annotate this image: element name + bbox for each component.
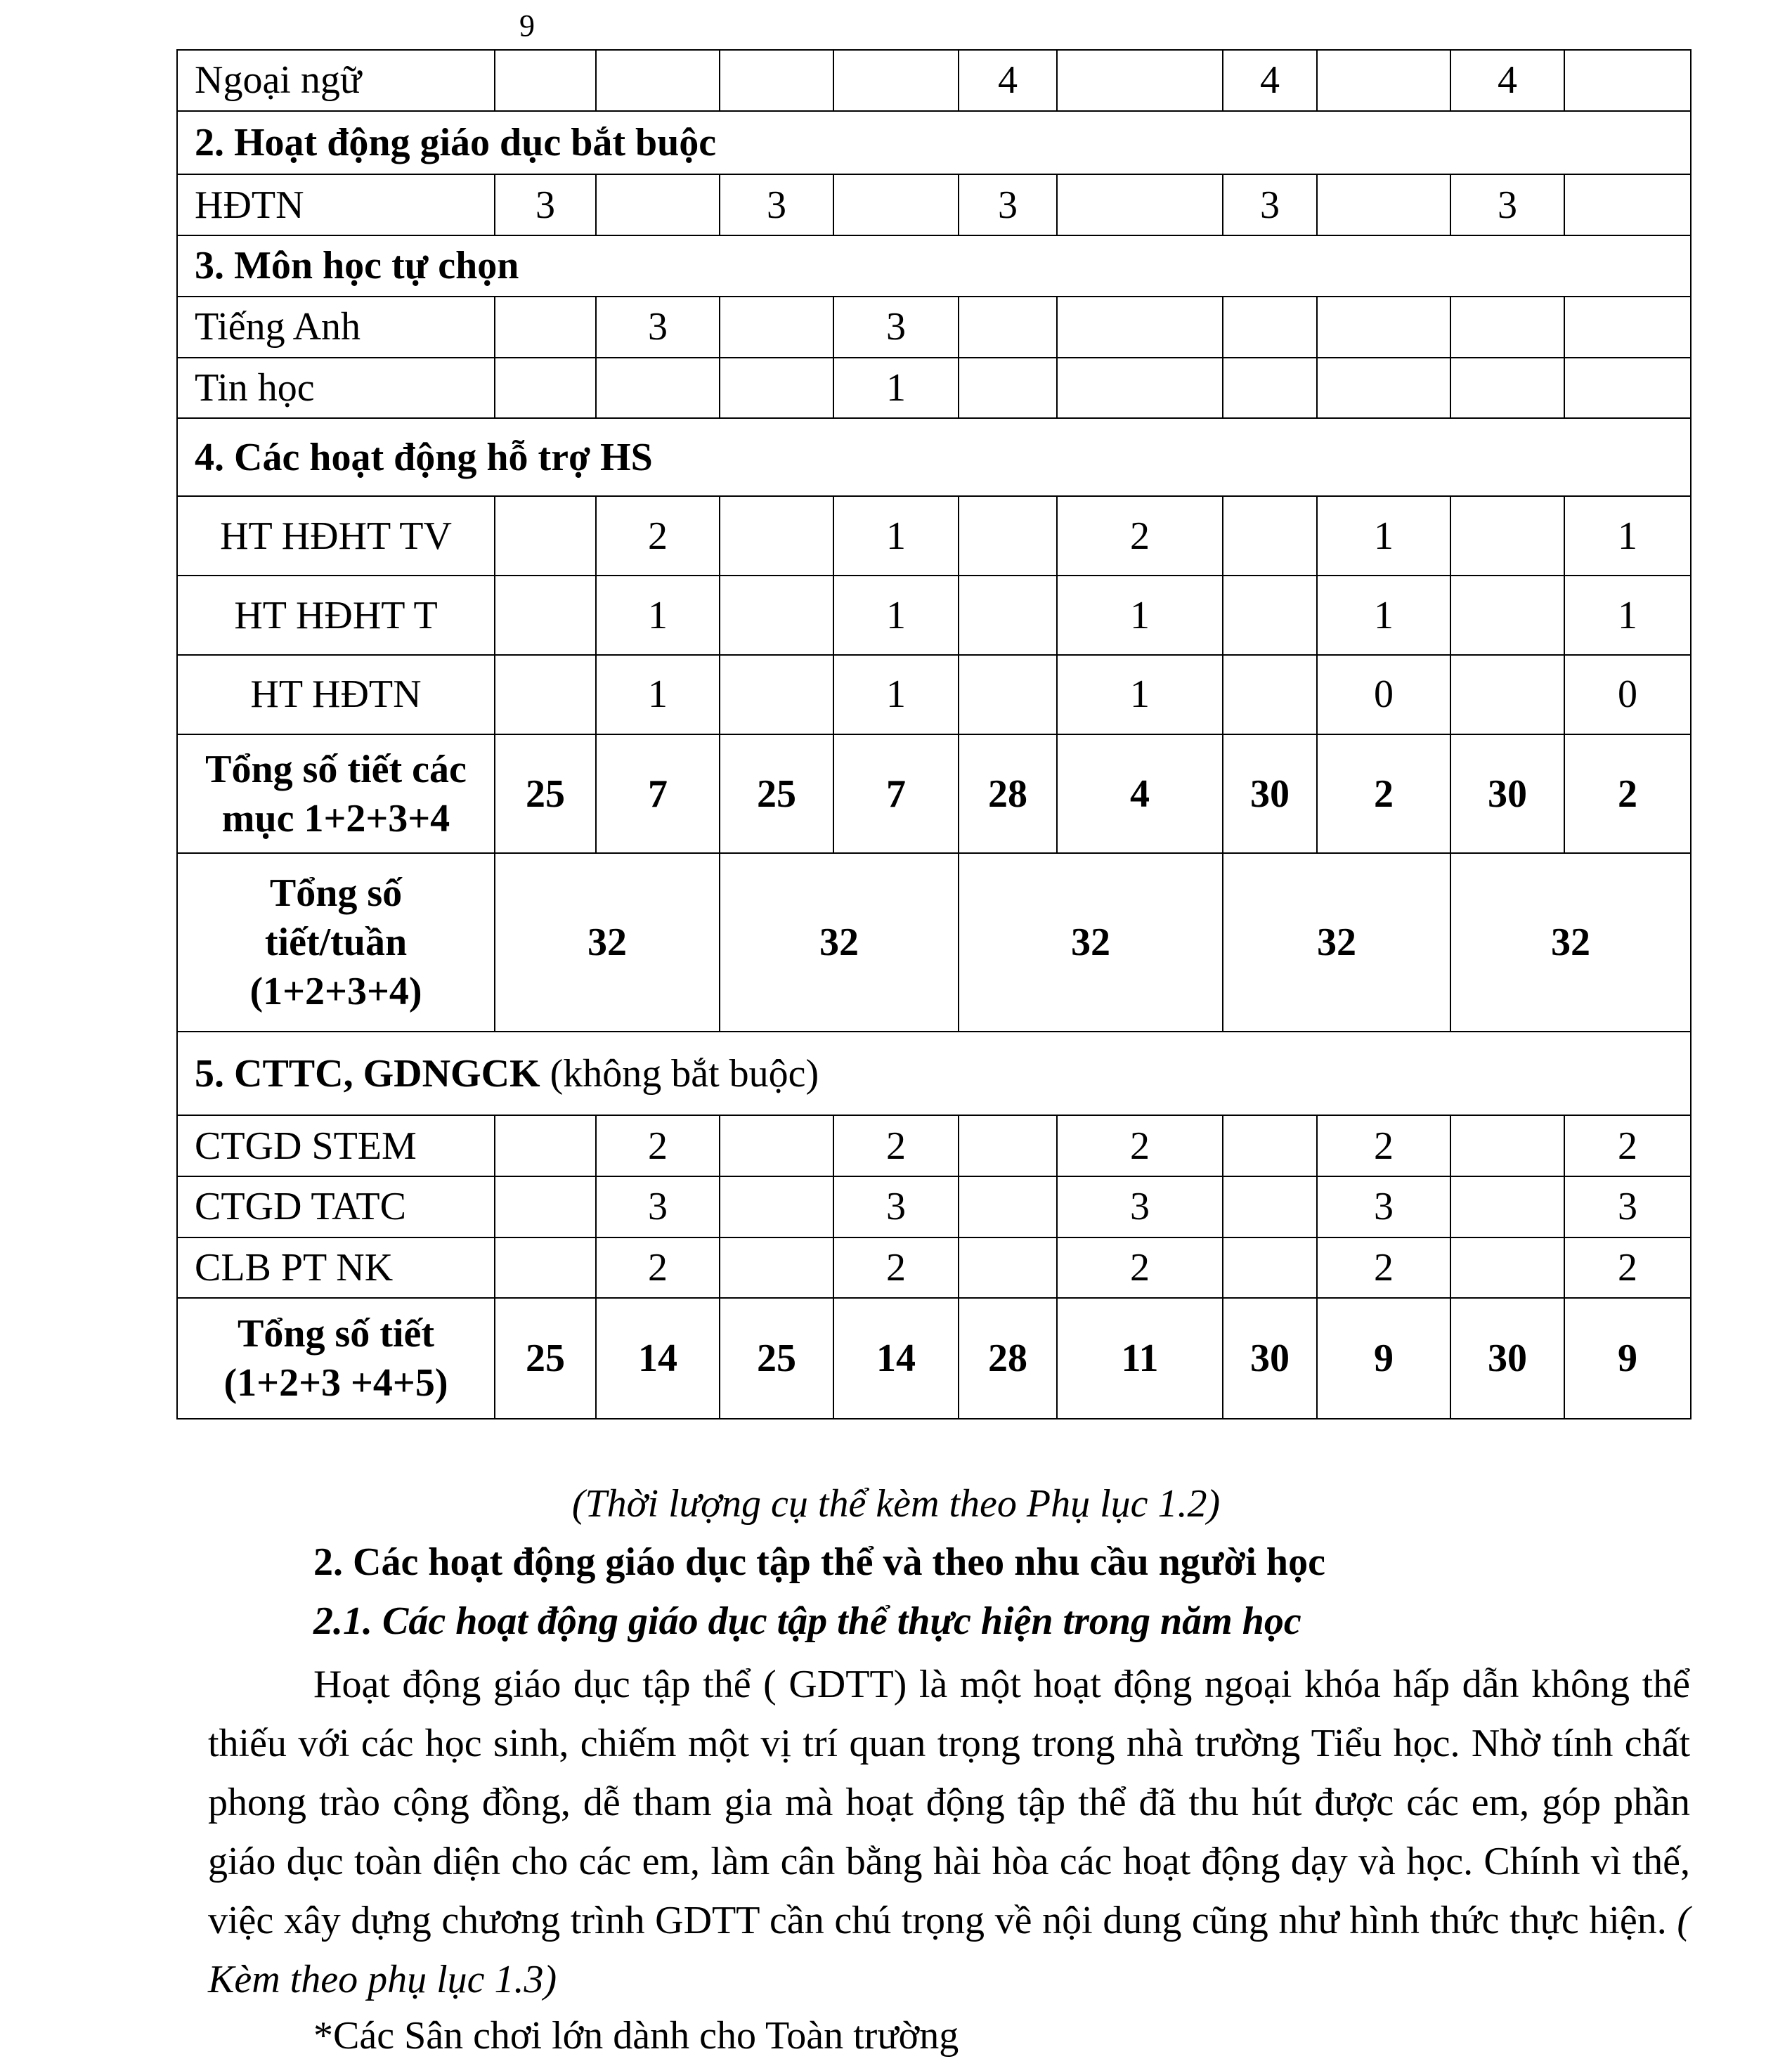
section-heading: 3. Môn học tự chọn [177, 235, 1691, 297]
row-label: HĐTN [177, 174, 495, 235]
table-row: CTGD TATC 3 3 3 3 3 [177, 1176, 1691, 1237]
total-row: Tổng số tiết các mục 1+2+3+4 25 7 25 7 28 4 30 2 30 2 [177, 734, 1691, 853]
row-label: CTGD STEM [177, 1115, 495, 1176]
bullet-line: *Các Sân chơi lớn dành cho Toàn trường [313, 2014, 959, 2058]
section-heading-row [177, 235, 1691, 297]
body-paragraph: Hoạt động giáo dục tập thể ( GDTT) là một hoạt động ngoại khóa hấp dẫn không thể thiếu với các học sinh, chiếm một vị trí quan trọng trong nhà trường Tiểu học. Nhờ tính chất phong trào cộng đồng, dễ tham gia mà hoạt động tập thể đã thu hút được các em, góp phần giáo dục toàn diện cho các em, làm cân bằng hài hòa các hoạt động dạy và học. Chính vì thế, việc xây dựng chương trình GDTT cần chú trọng về nội dung cũng như hình thức thực hiện. ( Kèm theo phụ lục 1.3) [208, 1663, 1690, 2001]
row-label: Tổng số tiết các mục 1+2+3+4 [177, 734, 495, 853]
total-row: Tổng số tiết (1+2+3 +4+5) 25 14 25 14 28 11 30 9 30 9 [177, 1298, 1691, 1419]
row-label: HT HĐTN [177, 655, 495, 734]
curriculum-table [176, 49, 1692, 1419]
table-row: HT HĐHT TV 2 1 2 1 1 [177, 496, 1691, 576]
section-heading: 4. Các hoạt động hỗ trợ HS [177, 418, 1691, 496]
row-label: Tổng số tiết/tuần (1+2+3+4) [177, 853, 495, 1032]
row-label: Tin học [177, 358, 495, 419]
table-row: CTGD STEM 2 2 2 2 2 [177, 1115, 1691, 1176]
page-number: 9 [519, 8, 535, 43]
section-heading: 2. Hoạt động giáo dục bắt buộc [177, 111, 1691, 175]
row-label: HT HĐHT T [177, 576, 495, 655]
table-row: Tin học 1 [177, 358, 1691, 419]
section-heading-row [177, 111, 1691, 175]
section-heading-2-1: 2.1. Các hoạt động giáo dục tập thể thực hiện trong năm học [313, 1599, 1301, 1643]
section-heading-row [177, 1032, 1691, 1115]
table-row: Tiếng Anh 3 3 [177, 297, 1691, 358]
section-heading-row [177, 418, 1691, 496]
table-row: HT HĐTN 1 1 1 0 0 [177, 655, 1691, 734]
row-label: CTGD TATC [177, 1176, 495, 1237]
total-row: Tổng số tiết/tuần (1+2+3+4) 32 32 32 32 32 [177, 853, 1691, 1032]
table-row: CLB PT NK 2 2 2 2 2 [177, 1237, 1691, 1299]
table-row: HT HĐHT T 1 1 1 1 1 [177, 576, 1691, 655]
row-label: Tiếng Anh [177, 297, 495, 358]
row-label: HT HĐHT TV [177, 496, 495, 576]
section-heading-2: 2. Các hoạt động giáo dục tập thể và theo nhu cầu người học [313, 1540, 1325, 1584]
table-row: HĐTN 3 3 3 3 3 [177, 174, 1691, 235]
row-label: Tổng số tiết (1+2+3 +4+5) [177, 1298, 495, 1419]
section-heading: 5. CTTC, GDNGCK (không bắt buộc) [177, 1032, 1691, 1115]
appendix-note: ( Kèm theo phụ lục 1.3) [208, 1899, 1690, 2001]
table-caption: (Thời lượng cụ thể kèm theo Phụ lục 1.2) [571, 1482, 1221, 1526]
row-label: Ngoại ngữ [177, 50, 495, 111]
row-label: CLB PT NK [177, 1237, 495, 1299]
table-row: Ngoại ngữ 4 4 4 [177, 50, 1691, 111]
